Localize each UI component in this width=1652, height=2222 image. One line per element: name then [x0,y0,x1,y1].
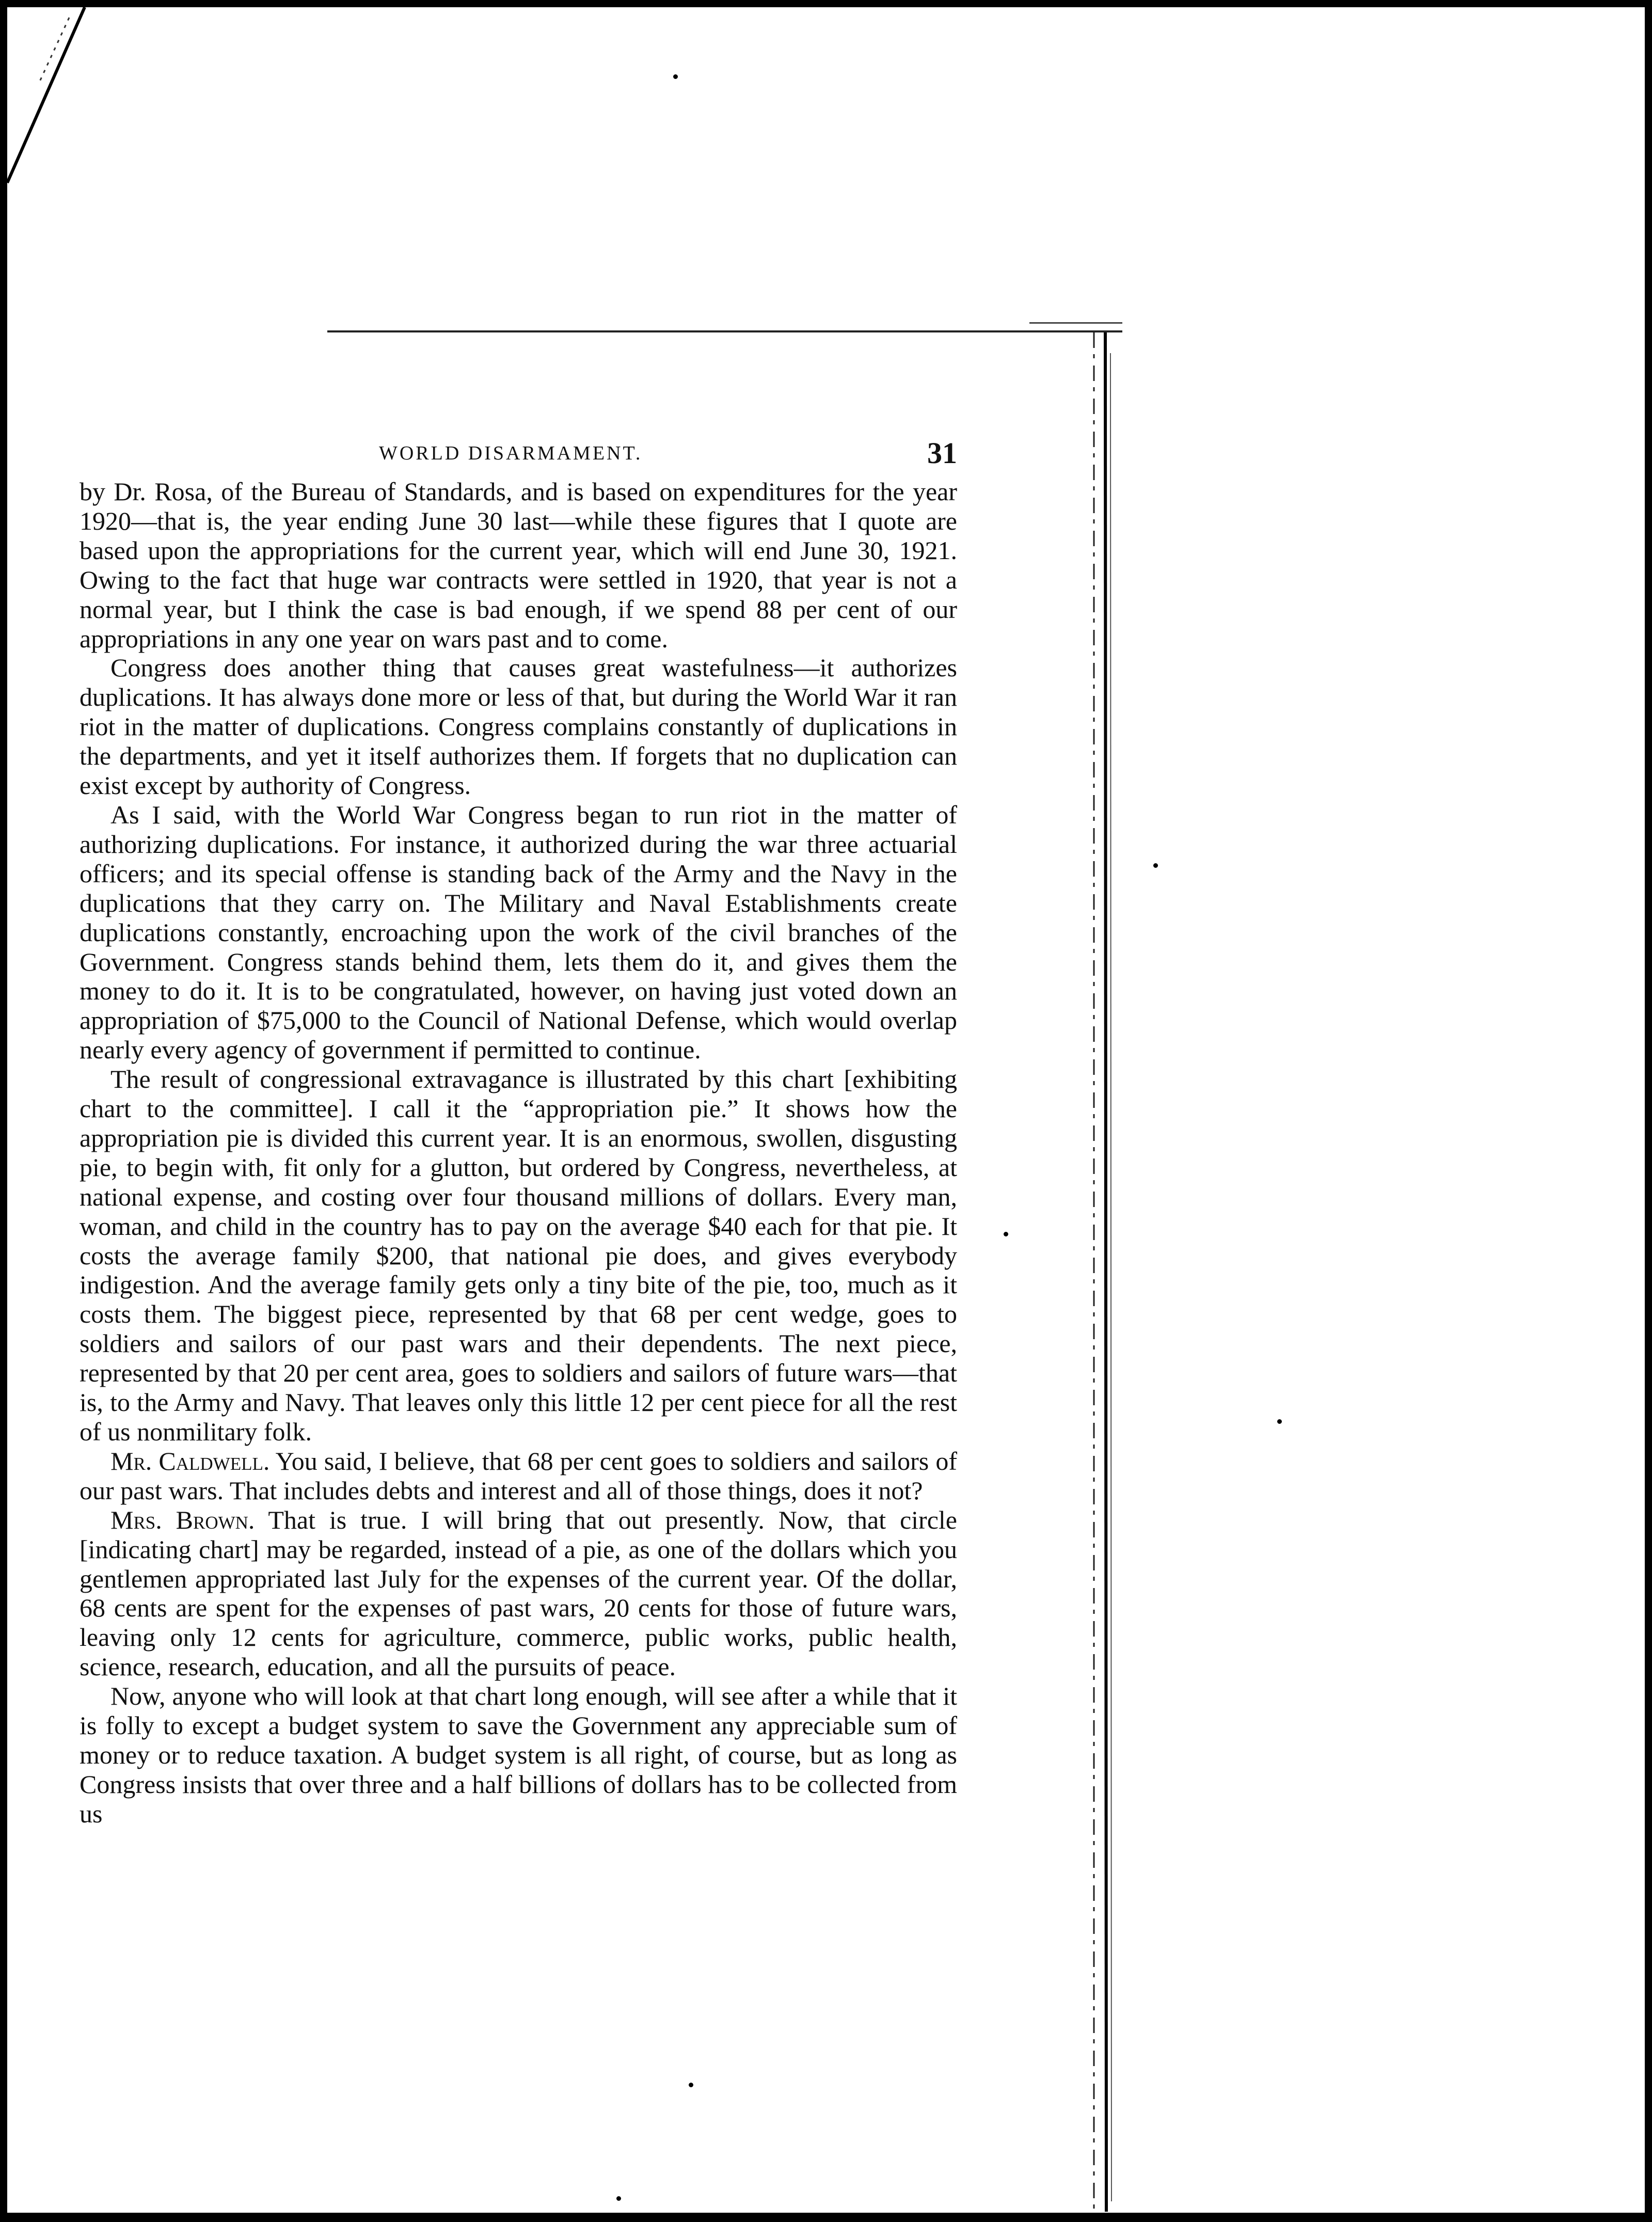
paragraph [80,1065,957,1447]
scanned-page [7,7,1645,2213]
running-head [80,436,957,477]
speaker-name: Mr. Caldwell. [110,1446,270,1475]
speck [673,74,678,79]
speck [616,2196,621,2201]
paragraph [80,477,957,653]
paragraph-text: The result of congressional extravagance is illustrated by this chart [exhibiting chart to the committee]. I call it the “appropriation pie.” It shows how the appropriation pie is divided this current year. It is an enormous, swollen, disgusting pie, to begin with, fit only for a glutton, but ordered by Congress, nevertheless, at national expense, and costing over four thousand millions of dollars. Every man, woman, and child in the country has to pay on the average $40 each for that pie. It costs the average family $200, that national pie does, and gives everybody indigestion. And the average family gets only a tiny bite of the pie, too, much as it costs them. The biggest piece, represented by that 68 per cent wedge, goes to soldiers and sailors of our past wars and their dependents. The next piece, represented by that 20 per cent area, goes to soldiers and sailors of future wars—that is, to the Army and Navy. That leaves only this little 12 per cent piece for all the rest of us nonmilitary folk. [80,1065,957,1446]
paragraph-text: That is true. I will bring that out presently. Now, that circle [indicating chart] may be regarded, instead of a pie, as one of the dollars which you gentlemen appropriated last July for the expenses of the current year. Of the dollar, 68 cents are spent for the expenses of past wars, 20 cents for those of future wars, leaving only 12 cents for agriculture, commerce, public works, public health, science, research, education, and all the pursuits of peace. [80,1505,957,1681]
paragraph [80,1505,957,1681]
speck [1004,1232,1008,1236]
paragraph [80,653,957,800]
paragraph-text: As I said, with the World War Congress began to run riot in the matter of authorizing duplications. For instance, it authorized during the war three actuarial officers; and its special offense is standing back of the Army and the Navy in the duplications that they carry on. The Military and Naval Establishments create duplications constantly, encroaching upon the work of the civil branches of the Government. Congress stands behind them, lets them do it, and gives them the money to do it. It is to be congratulated, however, on having just voted down an appropriation of $75,000 to the Council of National Defense, which would overlap nearly every agency of government if permitted to continue. [80,800,957,1065]
page-number: 31 [927,436,957,470]
speck [689,2083,693,2087]
corner-fold-mark [7,7,105,193]
paragraph-text: Congress does another thing that causes great wastefulness—it authorizes duplications. It has always done more or less of that, but during the World War it ran riot in the matter of duplications. Congress complains constantly of duplications in the departments, and yet it itself authorizes them. If forgets that no duplication can exist except by authority of Congress. [80,653,957,800]
paragraph [80,800,957,1065]
speaker-name: Mrs. Brown. [110,1505,255,1534]
paragraph-text: by Dr. Rosa, of the Bureau of Standards, and is based on expenditures for the year 1920—that is, the year ending June 30 last—while these figures that I quote are based upon the appropriations for the current year, which will end June 30, 1921. Owing to the fact that huge war contracts were settled in 1920, that year is not a normal year, but I think the case is bad enough, if we spend 88 per cent of our appropriations in any one year on wars past and to come. [80,477,957,653]
paragraph-text: Now, anyone who will look at that chart long enough, will see after a while that it is folly to except a budget system to save the Government any appreciable sum of money or to reduce taxation. A budget system is all right, of course, but as long as Congress insists that over three and a half billions of dollars has to be collected from us [80,1681,957,1828]
top-rule [327,330,1122,332]
paragraph [80,1681,957,1829]
paragraph-text: You said, I believe, that 68 per cent goes to soldiers and sailors of our past wars. That includes debts and interest and all of those things, does it not? [80,1446,957,1505]
running-title: WORLD DISARMAMENT. [379,442,643,464]
body-text [80,477,957,1829]
book-page [80,436,957,1829]
speck [1153,863,1158,868]
page-edge-shadow [1084,332,1120,2212]
paragraph [80,1447,957,1505]
speck [1277,1419,1282,1424]
top-rule-short [1029,322,1122,324]
